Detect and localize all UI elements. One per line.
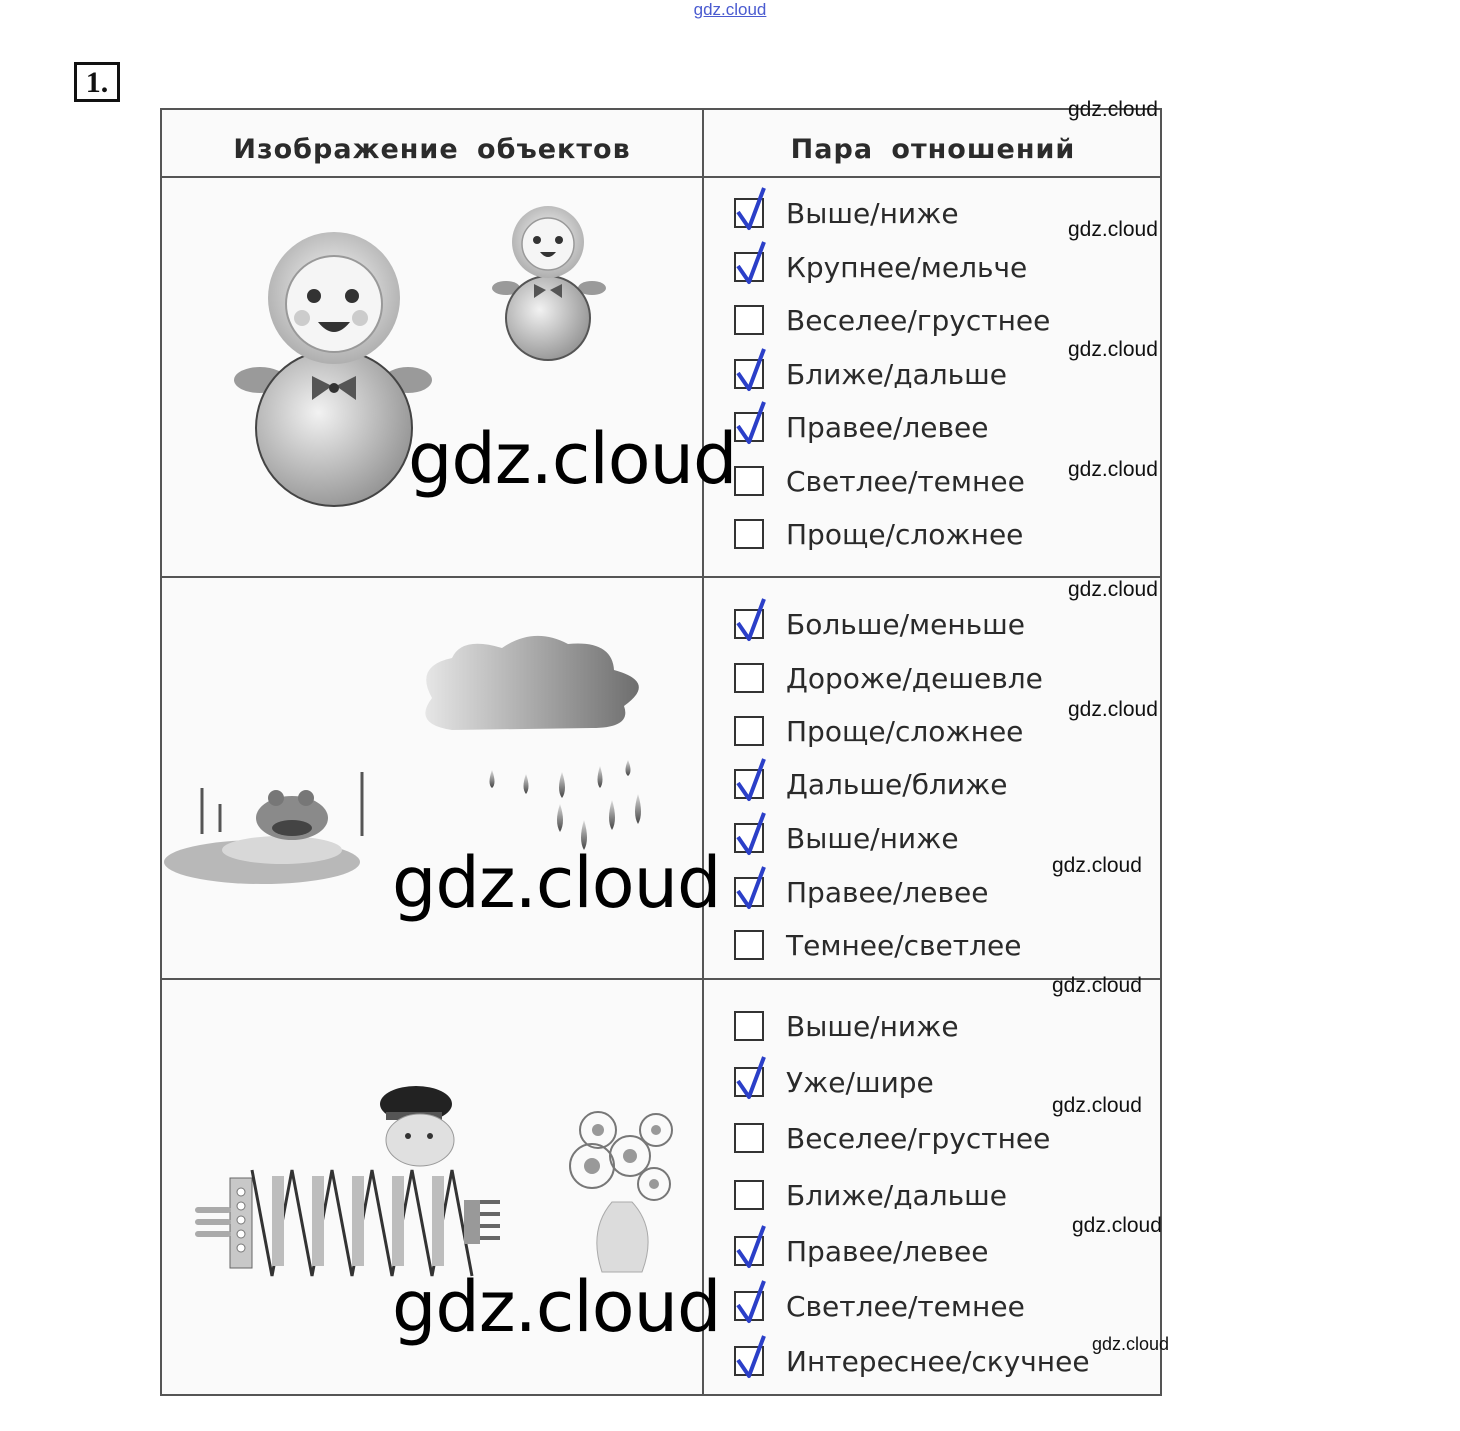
option-label: Выше/ниже bbox=[786, 821, 959, 855]
option-label: Выше/ниже bbox=[786, 1009, 959, 1043]
option-row3-4[interactable] bbox=[734, 1175, 1007, 1215]
checkbox[interactable] bbox=[734, 1067, 764, 1097]
check-mark-icon bbox=[734, 240, 770, 286]
watermark-small: gdz.cloud bbox=[1068, 578, 1158, 601]
checkbox[interactable] bbox=[734, 716, 764, 746]
option-label: Дальше/ближе bbox=[786, 767, 1008, 801]
option-row2-7[interactable] bbox=[734, 925, 1021, 965]
checkbox[interactable] bbox=[734, 252, 764, 282]
option-row1-2[interactable] bbox=[734, 247, 1027, 287]
watermark-small: gdz.cloud bbox=[1052, 854, 1142, 877]
option-label: Дороже/дешевле bbox=[786, 661, 1043, 695]
option-row1-4[interactable] bbox=[734, 354, 1007, 394]
check-mark-icon bbox=[734, 865, 770, 911]
option-label: Ближе/дальше bbox=[786, 1178, 1007, 1212]
watermark-small: gdz.cloud bbox=[1068, 458, 1158, 481]
watermark-small: gdz.cloud bbox=[1068, 698, 1158, 721]
watermark-small: gdz.cloud bbox=[1052, 974, 1142, 997]
watermark-small: gdz.cloud bbox=[1068, 218, 1158, 241]
checkbox[interactable] bbox=[734, 1180, 764, 1210]
checkbox[interactable] bbox=[734, 877, 764, 907]
watermark-big: gdz.cloud bbox=[392, 842, 721, 924]
row3-options bbox=[734, 980, 1154, 1396]
checkbox[interactable] bbox=[734, 1346, 764, 1376]
option-label: Правее/левее bbox=[786, 410, 989, 444]
checkbox[interactable] bbox=[734, 1236, 764, 1266]
checkbox[interactable] bbox=[734, 519, 764, 549]
option-row2-1[interactable] bbox=[734, 604, 1025, 644]
option-row3-6[interactable] bbox=[734, 1286, 1025, 1326]
roly-poly-dolls-image bbox=[162, 178, 702, 576]
checkbox[interactable] bbox=[734, 1011, 764, 1041]
dolls-picture bbox=[162, 178, 702, 576]
option-label: Темнее/светлее bbox=[786, 928, 1022, 962]
header-images: Изображение объектов bbox=[233, 134, 631, 165]
checkbox[interactable] bbox=[734, 305, 764, 335]
option-row2-6[interactable] bbox=[734, 872, 988, 912]
check-mark-icon bbox=[734, 400, 770, 446]
check-mark-icon bbox=[734, 597, 770, 643]
option-row2-5[interactable] bbox=[734, 818, 959, 858]
check-mark-icon bbox=[734, 1055, 770, 1101]
row2-options bbox=[734, 578, 1154, 978]
checkbox[interactable] bbox=[734, 1291, 764, 1321]
watermark-small: gdz.cloud bbox=[1068, 338, 1158, 361]
top-watermark[interactable]: gdz.cloud bbox=[693, 0, 767, 19]
check-mark-icon bbox=[734, 1279, 770, 1325]
header-relations: Пара отношений bbox=[790, 134, 1076, 165]
checkbox[interactable] bbox=[734, 412, 764, 442]
checkbox[interactable] bbox=[734, 609, 764, 639]
check-mark-icon bbox=[734, 757, 770, 803]
check-mark-icon bbox=[734, 186, 770, 232]
option-row2-2[interactable] bbox=[734, 658, 1043, 698]
option-row3-7[interactable] bbox=[734, 1341, 1090, 1381]
option-label: Светлее/темнее bbox=[786, 1289, 1025, 1323]
option-label: Больше/меньше bbox=[786, 607, 1026, 641]
watermark-small: gdz.cloud bbox=[1092, 1334, 1170, 1354]
watermark-small: gdz.cloud bbox=[1068, 98, 1158, 121]
option-row3-2[interactable] bbox=[734, 1062, 934, 1102]
option-row1-6[interactable] bbox=[734, 461, 1025, 501]
watermark-big: gdz.cloud bbox=[408, 418, 737, 500]
option-row3-3[interactable] bbox=[734, 1118, 1050, 1158]
check-mark-icon bbox=[734, 811, 770, 857]
watermark-small: gdz.cloud bbox=[1072, 1214, 1162, 1237]
check-mark-icon bbox=[734, 1224, 770, 1270]
option-row1-5[interactable] bbox=[734, 407, 988, 447]
option-label: Выше/ниже bbox=[786, 196, 959, 230]
checkbox[interactable] bbox=[734, 359, 764, 389]
option-row1-1[interactable] bbox=[734, 193, 959, 233]
checkbox[interactable] bbox=[734, 769, 764, 799]
check-mark-icon bbox=[734, 347, 770, 393]
option-label: Веселее/грустнее bbox=[786, 303, 1051, 337]
checkbox[interactable] bbox=[734, 1123, 764, 1153]
watermark-small: gdz.cloud bbox=[1052, 1094, 1142, 1117]
option-label: Проще/сложнее bbox=[786, 714, 1024, 748]
check-mark-icon bbox=[734, 1334, 770, 1380]
checkbox[interactable] bbox=[734, 663, 764, 693]
option-row1-3[interactable] bbox=[734, 300, 1050, 340]
checkbox[interactable] bbox=[734, 198, 764, 228]
option-row3-5[interactable] bbox=[734, 1231, 988, 1271]
watermark-big: gdz.cloud bbox=[392, 1266, 721, 1348]
option-row3-1[interactable] bbox=[734, 1006, 959, 1046]
option-label: Уже/шире bbox=[786, 1065, 934, 1099]
option-label: Светлее/темнее bbox=[786, 464, 1025, 498]
option-label: Правее/левее bbox=[786, 1234, 989, 1268]
exercise-table bbox=[160, 108, 1162, 1396]
option-label: Интереснее/скучнее bbox=[786, 1344, 1090, 1378]
exercise-number: 1. bbox=[74, 62, 120, 102]
checkbox[interactable] bbox=[734, 930, 764, 960]
row-dolls bbox=[162, 178, 1160, 576]
option-row1-7[interactable] bbox=[734, 514, 1023, 554]
option-label: Веселее/грустнее bbox=[786, 1121, 1051, 1155]
option-row2-3[interactable] bbox=[734, 711, 1023, 751]
option-label: Крупнее/мельче bbox=[786, 250, 1028, 284]
checkbox[interactable] bbox=[734, 466, 764, 496]
option-label: Ближе/дальше bbox=[786, 357, 1007, 391]
option-label: Правее/левее bbox=[786, 875, 989, 909]
option-label: Проще/сложнее bbox=[786, 517, 1024, 551]
checkbox[interactable] bbox=[734, 823, 764, 853]
option-row2-4[interactable] bbox=[734, 764, 1008, 804]
